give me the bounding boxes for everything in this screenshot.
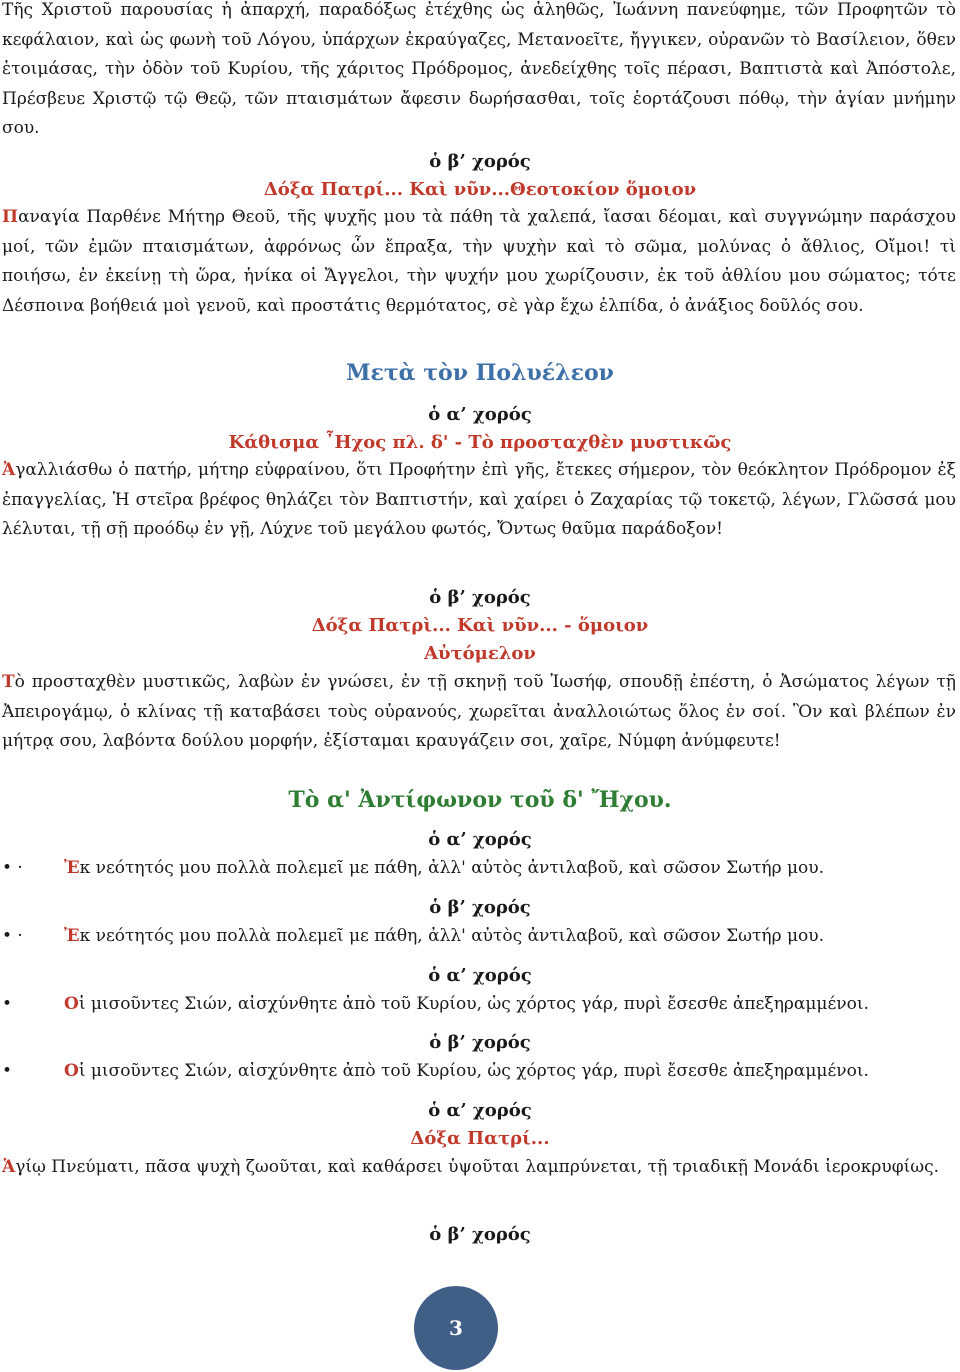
choir-label: ὁ β’ χορός xyxy=(429,1224,531,1245)
initial-letter: Τ xyxy=(2,672,15,692)
automelon-heading: Αὐτόμελον xyxy=(424,643,536,664)
verse-text: ἱ μισοῦντες Σιών, αἰσχύνθητε ἀπὸ τοῦ Κυρίου, ὡς χόρτος γάρ, πυρὶ ἔσεσθε ἀπεξηραμμένοι. xyxy=(78,994,869,1014)
choir-label: ὁ α’ χορός xyxy=(428,829,532,850)
paragraph-text: ὸ προσταχθὲν μυστικῶς, λαβὼν ἐν γνώσει, ἐν τῇ σκηνῇ τοῦ Ἰωσήφ, σπουδῇ ἐπέστη, ὁ Ἀσώματος λέγων τῇ Ἀπειρογάμῳ, ὁ κλίνας τῇ καταβάσει τοὺς οὐρανούς, χωρεῖται ἀναλλοιώτως ὅλος ἐν σοί. Ὃν καὶ βλέπων ἐν μήτρᾳ σου, λαβόντα δούλου μορφήν, ἐξίσταμαι κραυγάζειν σοι, χαῖρε, Νύμφη ἀνύμφευτε! xyxy=(2,672,956,751)
kathisma-paragraph xyxy=(2,456,956,545)
choir-label: ὁ α’ χορός xyxy=(428,404,532,425)
initial-letter: Ἐ xyxy=(64,926,80,946)
bullet-icon: • xyxy=(2,1061,13,1081)
page-number-badge: 3 xyxy=(414,1286,498,1370)
initial-letter: Ο xyxy=(64,994,79,1014)
choir-label: ὁ α’ χορός xyxy=(428,965,532,986)
theotokion-paragraph xyxy=(2,203,956,321)
choir-label: ὁ β’ χορός xyxy=(429,151,531,172)
bullet-icon: • · xyxy=(2,926,23,946)
doxa-heading: Δόξα Πατρί... Καὶ νῦν...Θεοτοκίον ὅμοιον xyxy=(263,179,697,200)
initial-letter: Τ xyxy=(2,0,14,20)
initial-letter: Ἁ xyxy=(2,1157,16,1177)
bullet-icon: • xyxy=(2,994,13,1014)
automelon-paragraph xyxy=(2,668,956,757)
paragraph-text: γαλλιάσθω ὁ πατήρ, μήτηρ εὐφραίνου, ὅτι Προφήτην ἐπὶ γῆς, ἔτεκες σήμερον, τὸν θεόκλητον Πρόδρομον ἐξ ἐπαγγελίας, Ἡ στεῖρα βρέφος θηλάζει τὸν Βαπτιστήν, καὶ χαίρει ὁ Ζαχαρίας τῷ τοκετῷ, λέγων, Γλῶσσά μου λέλυται, τῇ σῇ προόδῳ ἐν γῇ, Λύχνε τοῦ μεγάλου φωτός, Ὄντως θαῦμα παράδοξον! xyxy=(2,460,956,539)
choir-label: ὁ β’ χορός xyxy=(429,1032,531,1053)
final-paragraph xyxy=(2,1153,956,1183)
paragraph-text: γίῳ Πνεύματι, πᾶσα ψυχὴ ζωοῦται, καὶ καθάρσει ὑψοῦται λαμπρύνεται, τῇ τριαδικῇ Μονάδι ἱεροκρυφίως. xyxy=(15,1157,940,1177)
bullet-icon: • · xyxy=(2,858,23,878)
initial-letter: Ἀ xyxy=(2,460,16,480)
doxa-heading: Δόξα Πατρί... xyxy=(410,1128,550,1149)
doxa-heading: Δόξα Πατρὶ... Καὶ νῦν... - ὅμοιον xyxy=(311,615,649,636)
kathisma-heading: Κάθισμα ῏Ηχος πλ. δ' - Τὸ προσταχθὲν μυστικῶς xyxy=(228,432,732,453)
choir-label: ὁ β’ χορός xyxy=(429,897,531,918)
verse-text: κ νεότητός μου πολλὰ πολεμεῖ με πάθη, ἀλλ' αὐτὸς ἀντιλαβοῦ, καὶ σῶσον Σωτήρ μου. xyxy=(79,926,825,946)
antiphon-heading: Τὸ α' Ἀντίφωνον τοῦ δ' Ἤχου. xyxy=(288,787,672,813)
choir-label: ὁ β’ χορός xyxy=(429,587,531,608)
initial-letter: Ο xyxy=(64,1061,79,1081)
section-heading: Μετὰ τὸν Πολυέλεον xyxy=(346,360,614,386)
paragraph-text: αναγία Παρθένε Μήτηρ Θεοῦ, τῆς ψυχῆς μου τὰ πάθη τὰ χαλεπά, ἴασαι δέομαι, καὶ συγγνώμην παράσχου μοί, τῶν ἐμῶν πταισμάτων, ἀφρόνως ὧν ἔπραξα, τὴν ψυχὴν καὶ τὸ σῶμα, μολύνας ὁ ἄθλιος, Οἴμοι! τὶ ποιήσω, ἐν ἐκείνῃ τὴ ὥρα, ἡνίκα οἱ Ἄγγελοι, τὴν ψυχήν μου χωρίζουσιν, ἐκ τοῦ ἀθλίου μου σώματος; τότε Δέσποινα βοήθειά μοὶ γενοῦ, καὶ προστάτις θερμότατος, σὲ γὰρ ἔχω ἐλπίδα, ὁ ἀνάξιος δοῦλός σου. xyxy=(2,207,956,316)
verse-text: ἱ μισοῦντες Σιών, αἰσχύνθητε ἀπὸ τοῦ Κυρίου, ὡς χόρτος γάρ, πυρὶ ἔσεσθε ἀπεξηραμμένοι. xyxy=(78,1061,869,1081)
paragraph-text: ῆς Χριστοῦ παρουσίας ἡ ἀπαρχή, παραδόξως ἐτέχθης ὡς ἀληθῶς, Ἰωάννη πανεύφημε, τῶν Προφητῶν τὸ κεφάλαιον, καὶ ὡς φωνὴ τοῦ Λόγου, ὑπάρχων ἐκραύγαζες, Μετανοεῖτε, ἤγγικεν, οὐρανῶν τὸ Βασίλειον, ὅθεν ἑτοιμάσας, τὴν ὁδὸν τοῦ Κυρίου, τῆς χάριτος Πρόδρομος, ἀνεδείχθης τοῖς πέρασι, Βαπτιστὰ καὶ Ἀπόστολε, Πρέσβευε Χριστῷ τῷ Θεῷ, τῶν πταισμάτων ἄφεσιν δωρήσασθαι, τοῖς ἑορτάζουσι πόθῳ, τὴν ἁγίαν μνήμην σου. xyxy=(2,0,956,138)
initial-letter: Π xyxy=(2,207,19,227)
verse-text: κ νεότητός μου πολλὰ πολεμεῖ με πάθη, ἀλλ' αὐτὸς ἀντιλαβοῦ, καὶ σῶσον Σωτήρ μου. xyxy=(79,858,825,878)
choir-label: ὁ α’ χορός xyxy=(428,1100,532,1121)
troparion-paragraph xyxy=(2,0,956,144)
initial-letter: Ἐ xyxy=(64,858,80,878)
